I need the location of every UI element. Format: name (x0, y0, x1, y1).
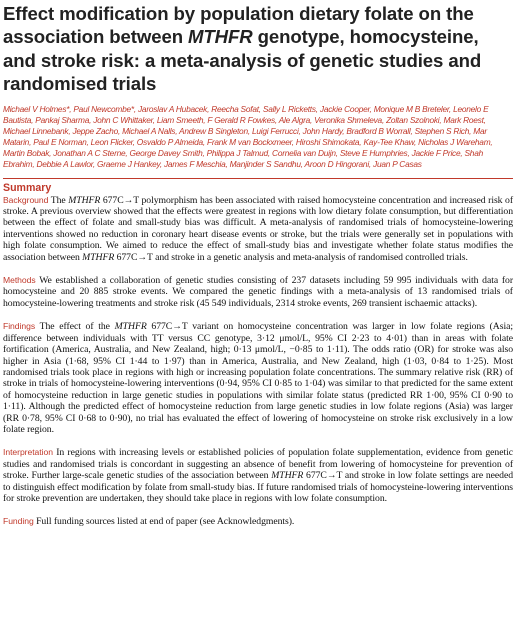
background-paragraph (3, 195, 513, 263)
interpretation-gene-name: MTHFR (271, 470, 304, 482)
title-text: Effect modification by population dietary folate on the association between (3, 3, 474, 48)
findings-heading: Findings (3, 321, 36, 332)
summary-heading: Summary (3, 181, 52, 194)
background-heading: Background (3, 194, 49, 205)
findings-text-2: 677C→T variant on homocysteine concentration was larger in low folate regions (Asia; difference between individuals with TT versus CC genotype, 3·12 μmol/L, 95% CI 2·23 to 4·01) than in areas with folate fortification (America, Australia, and New Zealand, high; 0·13 μmol/L, −0·85 to 1·11). The odds ratio (OR) for stroke was also higher in Asia (1·68, 95% CI 1·44 to 1·97) than in America, Australia, and New Zealand, high (1·03, 0·84 to 1·25). Most randomised trials took place in regions with high or increasing population folate concentrations. The summary relative risk (RR) of stroke in trials of homocysteine-lowering interventions (0·94, 95% CI 0·85 to 1·04) was similar to that predicted for the same extent of homocysteine reduction in large genetic studies in populations with similar folate status (predicted RR 1·00, 95% CI 0·90 to 1·11). Although the predicted effect of homocysteine reduction from large genetic studies in low folate regions (Asia) was larger (RR 0·78, 95% CI 0·68 to 0·90), no trial has evaluated the effect of lowering of homocysteine on stroke risk exclusively in a low folate region. (3, 321, 513, 435)
background-text: The (50, 194, 69, 206)
methods-paragraph (3, 275, 513, 309)
background-gene-name-2: MTHFR (82, 251, 115, 263)
article-abstract (3, 0, 513, 528)
background-text-3: 677C→T and stroke in a genetic analysis and meta-analysis of randomised controlled trials. (114, 251, 468, 263)
title-text-continued: genotype, homocysteine, and stroke risk: a meta-analysis of genetic studies and randomised trials (3, 26, 482, 95)
findings-paragraph (3, 321, 513, 435)
interpretation-text-2: 677C→T and stroke in low folate settings are needed to distinguish effect modification by folate from small-study bias. If future randomised trials of homocysteine-lowering interventions for stroke prevention are undertaken, they should take place in regions with low folate consumption. (3, 470, 513, 504)
background-gene-name: MTHFR (68, 194, 101, 206)
methods-text: We established a collaboration of genetic studies consisting of 237 datasets including 59 995 individuals with data for homocysteine and 20 885 stroke events. We compared the genetic findings with a meta-analysis of 13 randomised trials of homocysteine-lowering treatments and stroke risk (45 549 individuals, 2314 stroke events, 269 transient ischaemic attacks). (3, 275, 513, 309)
title-gene-name: MTHFR (188, 26, 253, 48)
interpretation-heading: Interpretation (3, 447, 53, 458)
findings-text: The effect of the (39, 321, 115, 333)
findings-gene-name: MTHFR (114, 321, 147, 333)
methods-heading: Methods (3, 275, 36, 286)
funding-text: Full funding sources listed at end of paper (see Acknowledgments). (36, 516, 295, 528)
interpretation-paragraph (3, 447, 513, 504)
article-title (3, 0, 513, 96)
interpretation-text: In regions with increasing levels or established policies of population folate supplementation, evidence from genetic studies and randomised trials is concordant in suggesting an absence of benefit from lowering of homocysteine for prevention of stroke. Further large-scale genetic studies of the association between (3, 447, 513, 482)
summary-divider (3, 178, 513, 179)
author-list: Michael V Holmes*, Paul Newcombe*, Jaroslav A Hubacek, Reecha Sofat, Sally L Ricketts, Jackie Cooper, Monique M B Breteler, Leonelo E Bautista, Pankaj Sharma, John C Whittaker, Liam Smeeth, F Gerald R Fowkes, Ale Algra, Veronika Shmeleva, Zoltan Szolnoki, Mark Roest, Michael Linnebank, Jeppe Zacho, Michael A Nalls, Andrew B Singleton, Luigi Ferrucci, John Hardy, Bradford B Worrall, Stephen S Rich, Mar Matarin, Paul E Norman, Leon Flicker, Osvaldo P Almeida, Frank M van Bockxmeer, Hiroshi Shimokata, Kay-Tee Khaw, Nicholas J Wareham, Martin Bobak, Jonathan A C Sterne, George Davey Smith, Philippa J Talmud, Cornelia van Duijn, Steve E Humphries, Jackie F Price, Shah Ebrahim, Debbie A Lawlor, Graeme J Hankey, James F Meschia, Manjinder S Sandhu, Aroon D Hingorani, Juan P Casas (3, 103, 493, 169)
funding-paragraph (3, 516, 513, 527)
funding-heading: Funding (3, 516, 34, 527)
background-text-2: 677C→T polymorphism has been associated with raised homocysteine concentration and increased risk of stroke. A previous overview showed that the effects were greatest in regions with low dietary folate consumption, but differentiation between the effect of folate and small-study bias was difficult. A meta-analysis of randomised trials of homocysteine-lowering interventions showed no reduction in coronary heart disease events or stroke, but the trials were generally set in populations with high folate consumption. We aimed to reduce the effect of small-study bias and investigate whether folate status modifies the association between (3, 194, 513, 263)
